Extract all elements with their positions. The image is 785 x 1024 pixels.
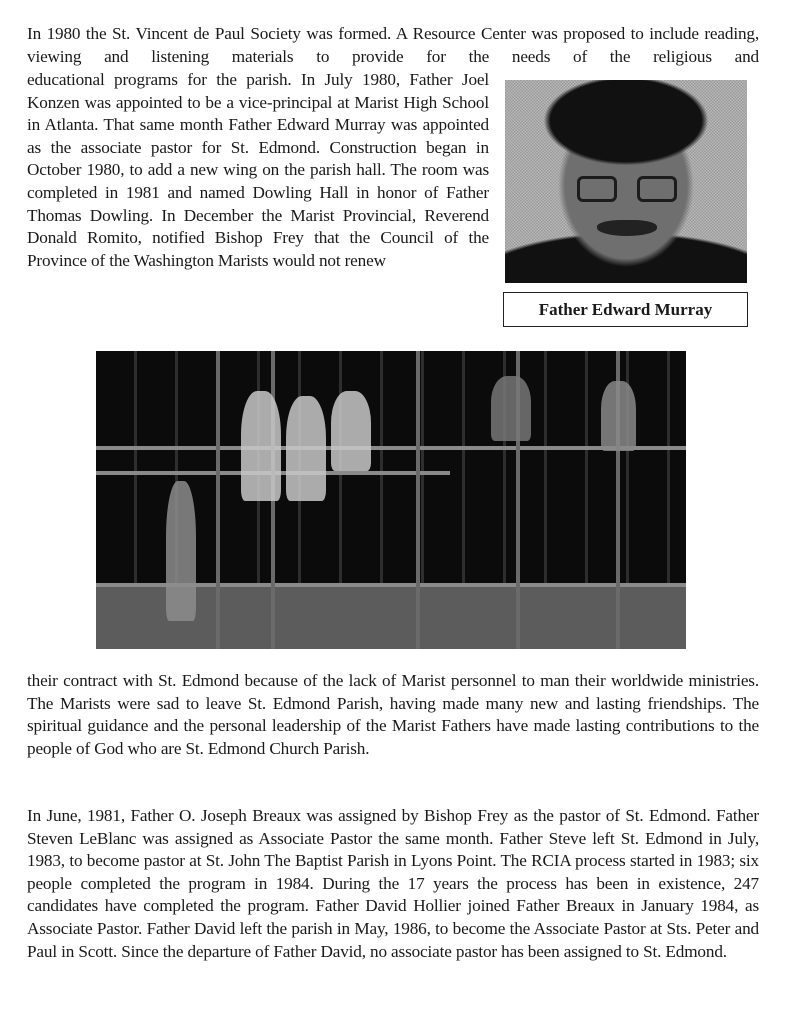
mustache-shape	[597, 220, 657, 236]
paragraph-intro-wrapped: educational programs for the parish. In July 1980, Father Joel Konzen was appointed to be a vice-principal at Marist High School in Atlanta. That same month Father Edward Murray was appointed as the associate pastor for St. Edmond. Construction began in October 1980, to add a new wing on the parish hall. The room was completed in 1981 and named Dowling Hall in honor of Father Thomas Dowling. In December the Marist Provincial, Reverend Donald Romito, notified Bishop Frey that the Council of the Province of the Washington Marists would not renew	[27, 70, 489, 270]
paragraph-pastors: In June, 1981, Father O. Joseph Breaux was assigned by Bishop Frey as the pastor of St. Edmond. Father Steven LeBlanc was assigned as Associate Pastor the same month. Father Steve left St. Edmond in July, 1983, to become pastor at St. John The Baptist Parish in Lyons Point. The RCIA process started in 1983; six people completed the program in 1984. During the 17 years the process has been in existence, 247 candidates have completed the program. Father David Hollier joined Father Breaux in January 1984, as Associate Pastor. Father David left the parish in May, 1986, to become the Associate Pastor at Sts. Peter and Paul in Scott. Since the departure of Father David, no associate pastor has been assigned to St. Edmond.	[27, 806, 759, 961]
person-figure	[241, 391, 281, 501]
lens-right	[637, 176, 677, 202]
paragraph-intro-continued: their contract with St. Edmond because of the lack of Marist personnel to man their worldwide ministries. The Marists were sad to leave St. Edmond Parish, having made many new and lasting friendships. The spiritual guidance and the personal leadership of the Marist Fathers have made lasting contributions to the people of God who are St. Edmond Church Parish.	[27, 671, 759, 758]
portrait-photo	[505, 80, 747, 283]
construction-photo	[96, 351, 686, 649]
person-figure	[491, 376, 531, 441]
scaffold-pole	[216, 351, 220, 649]
portrait-caption: Father Edward Murray	[503, 292, 748, 327]
person-figure	[601, 381, 636, 451]
scaffold-pole	[416, 351, 420, 649]
lens-left	[577, 176, 617, 202]
person-figure	[166, 481, 196, 621]
paragraph-intro-top: In 1980 the St. Vincent de Paul Society was formed. A Resource Center was proposed to include reading, viewing and listening materials to provide for the needs of the religious and	[27, 24, 759, 66]
scaffold-rail	[96, 446, 686, 450]
person-figure	[286, 396, 326, 501]
glasses-shape	[577, 176, 677, 204]
person-figure	[331, 391, 371, 471]
